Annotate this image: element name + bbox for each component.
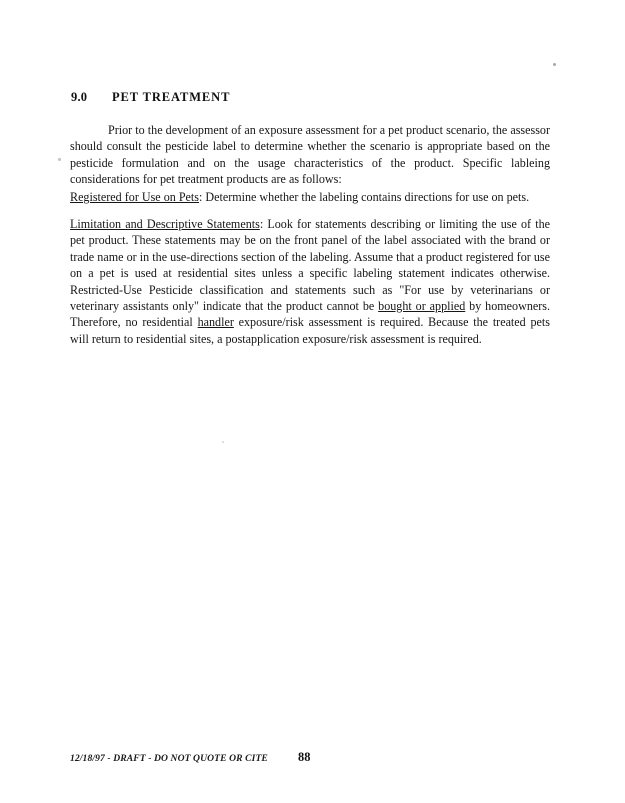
limitation-body-text-part2: by homeowners. Therefore, no residential	[70, 299, 550, 330]
page-footer	[70, 750, 550, 771]
limitation-lead-in: Limitation and Descriptive Statements	[70, 217, 260, 231]
section-title: PET TREATMENT	[112, 90, 231, 104]
scan-speck-artifact	[58, 158, 61, 161]
section-number: 9.0	[71, 90, 88, 104]
intro-paragraph	[70, 122, 550, 188]
intro-paragraph-text: Prior to the development of an exposure assessment for a pet product scenario, the assessor should consult the pesticide label to determine whether the scenario is appropriate based on the pesticide formulation and on the usage characteristics of the product. Specific lableing considerations for pet treatment products are as follows:	[70, 123, 550, 187]
emphasis-handler: handler	[197, 315, 234, 330]
registered-body-text: : Determine whether the labeling contains directions for use on pets.	[198, 190, 530, 204]
scan-speck-artifact	[222, 441, 224, 443]
limitation-statements-paragraph	[70, 216, 550, 347]
scan-speck-artifact	[553, 63, 556, 66]
page-number: 88	[298, 750, 311, 764]
emphasis-bought-or-applied: bought or applied	[378, 299, 466, 314]
registered-for-use-paragraph	[70, 189, 550, 205]
section-heading	[71, 90, 230, 105]
footer-draft-notice: 12/18/97 - DRAFT - DO NOT QUOTE OR CITE	[70, 753, 268, 764]
limitation-body-text-part1: : Look for statements describing or limiting the use of the pet product. These statements may be on the front panel of the label associated with the brand or trade name or in the use-directions section of the labeling. Assume that a product registered for use on a pet is used at residential sites unless a specific labeling statement indicates otherwise. Restricted-Use Pesticide classification and statements such as "For use by veterinarians or veterinary assistants only" indicate that the product cannot be	[70, 217, 550, 314]
registered-lead-in: Registered for Use on Pets	[70, 190, 199, 204]
limitation-body-text-part3: exposure/risk assessment is required. Because the treated pets will return to residential sites, a postapplication exposure/risk assessment is required.	[70, 315, 550, 346]
